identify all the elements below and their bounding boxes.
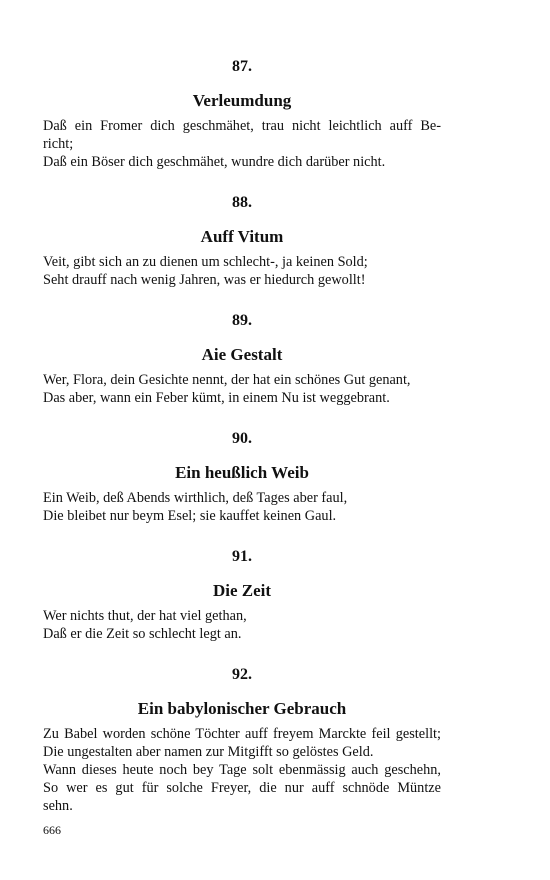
- poem-title: Die Zeit: [212, 581, 272, 600]
- poem-verse: [43, 489, 441, 525]
- poem-verse: [43, 371, 441, 407]
- verse-line: So wer es gut für solche Freyer, die nur auff schnöde Müntze: [43, 780, 441, 796]
- poem-verse: [43, 253, 441, 289]
- poem-title: Verleumdung: [192, 91, 292, 110]
- verse-line: Seht drauff nach wenig Jahren, was er hiedurch gewollt!: [43, 272, 366, 288]
- poem-verse: [43, 607, 441, 643]
- poem-title: Ein babylonischer Gebrauch: [137, 699, 347, 718]
- poem-number: 92.: [232, 666, 252, 683]
- verse-line: Wer, Flora, dein Gesichte nennt, der hat ein schönes Gut genant,: [43, 372, 411, 388]
- poem-92: [43, 665, 441, 815]
- poem-verse: [43, 117, 441, 171]
- verse-line: Veit, gibt sich an zu dienen um schlecht-, ja keinen Sold;: [43, 254, 368, 270]
- poem-number: 87.: [232, 58, 252, 75]
- poem-89: [43, 311, 441, 407]
- verse-line: Die bleibet nur beym Esel; sie kauffet keinen Gaul.: [43, 508, 337, 524]
- verse-line: richt;: [43, 136, 74, 152]
- poem-90: [43, 429, 441, 525]
- verse-line: Ein Weib, deß Abends wirthlich, deß Tages aber faul,: [43, 490, 348, 506]
- verse-line: Zu Babel worden schöne Töchter auff freyem Marckte feil gestellt;: [43, 726, 441, 742]
- poem-number: 91.: [232, 548, 252, 565]
- poem-88: [43, 193, 441, 289]
- poem-number: 88.: [232, 194, 252, 211]
- poem-87: [43, 57, 441, 171]
- verse-line: Das aber, wann ein Feber kümt, in einem Nu ist weggebrant.: [43, 390, 390, 406]
- verse-line: Daß ein Fromer dich geschmähet, trau nicht leichtlich auff Be-: [43, 118, 441, 134]
- poem-title: Aie Gestalt: [201, 345, 283, 364]
- poem-title: Ein heußlich Weib: [175, 463, 309, 482]
- verse-line: Wann dieses heute noch bey Tage solt ebenmässig auch geschehn,: [43, 762, 441, 778]
- poem-number: 89.: [232, 312, 252, 329]
- verse-line: Die ungestalten aber namen zur Mitgifft so gelöstes Geld.: [43, 744, 374, 760]
- poem-number: 90.: [232, 430, 252, 447]
- poem-91: [43, 547, 441, 643]
- page-number: 666: [43, 823, 61, 837]
- poem-verse: [43, 725, 441, 815]
- poem-title: Auff Vitum: [200, 227, 284, 246]
- verse-line: Daß ein Böser dich geschmähet, wundre dich darüber nicht.: [43, 154, 386, 170]
- verse-line: sehn.: [43, 798, 73, 814]
- verse-line: Wer nichts thut, der hat viel gethan,: [43, 608, 247, 624]
- verse-line: Daß er die Zeit so schlecht legt an.: [43, 626, 242, 642]
- page-content: [43, 57, 441, 815]
